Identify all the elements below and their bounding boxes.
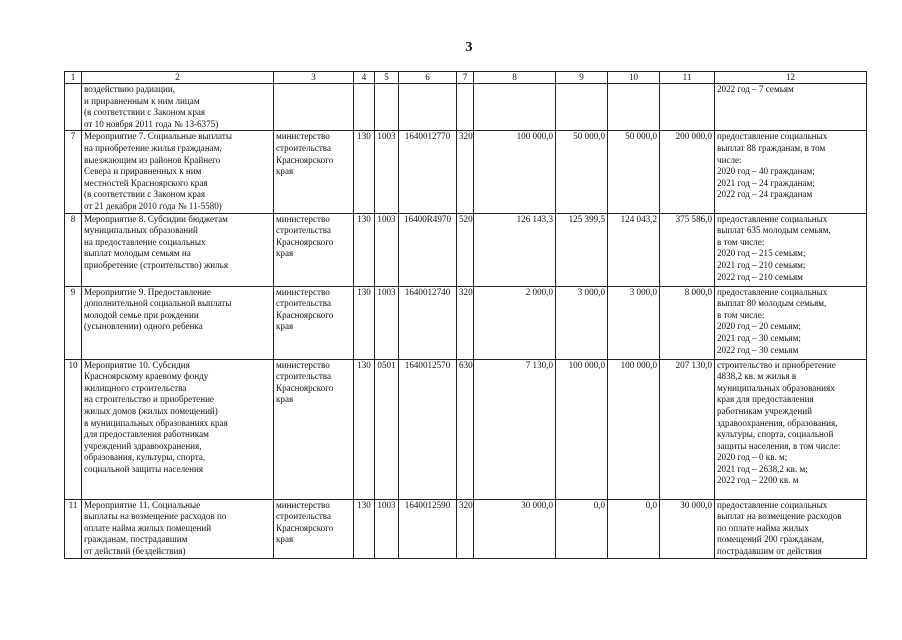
result-line: 2020 год – 20 семьям; [717,321,801,332]
name-line: жилищного строительства [84,382,187,393]
amount-2021-cell: 50 000,0 [556,131,608,213]
grbs-code-cell: 130 [354,286,375,359]
grbs-code-cell [354,84,375,131]
expected-result-cell [715,84,867,131]
amount-2022-cell [608,84,660,131]
result-line: предоставление социальных [717,213,828,224]
ministry-line: края [276,534,294,545]
row-number-cell: 7 [65,131,82,213]
column-number-cell: 4 [354,72,375,84]
section-code-cell: 1003 [375,131,399,213]
measure-name-cell [82,131,274,213]
name-line: молодой семье при рождении [84,309,199,320]
ministry-cell [274,213,354,286]
expected-result-cell [715,213,867,286]
name-line: (усыновлении) одного ребенка [84,321,203,332]
name-line: (в соответствии с Законом края [84,189,206,200]
column-number-cell: 12 [715,72,867,84]
table-row [65,286,867,359]
amount-total-cell: 30 000,0 [660,499,715,558]
result-line: помещений 200 гражданам, [717,534,825,545]
measure-name-cell [82,213,274,286]
result-line: защиты населения, в том числе: [717,440,841,451]
ministry-line: строительства [276,511,331,522]
section-code-cell: 0501 [375,359,399,499]
name-line: от 10 ноября 2011 года № 13-6375) [84,118,219,129]
name-line: учреждений здравоохранения, [84,440,202,451]
ministry-line: Красноярского [276,522,334,533]
name-line: от действий (бездействия) [84,545,186,556]
name-line: Мероприятие 9. Предоставление [84,286,211,297]
expected-result-cell [715,499,867,558]
result-line: 2021 год – 24 гражданам; [717,177,815,188]
target-article-cell: 1640012570 [399,359,457,499]
amount-2021-cell: 0,0 [556,499,608,558]
result-line: 2020 год – 0 кв. м; [717,452,788,463]
result-line: 2021 год – 2638,2 кв. м; [717,463,808,474]
column-number-cell: 2 [82,72,274,84]
result-line: числе: [717,154,742,165]
result-line: в том числе: [717,236,765,247]
column-number-cell: 11 [660,72,715,84]
measure-name-cell [82,84,274,131]
expected-result-cell [715,286,867,359]
ministry-line: Красноярского [276,382,334,393]
expense-type-cell: 320 [457,499,474,558]
result-line: здравоохранения, образования, [717,417,838,428]
result-line: 2022 год – 7 семьям [717,84,794,94]
name-line: воздействию радиации, [84,84,175,94]
name-line: для предоставления работникам [84,429,209,440]
ministry-line: строительства [276,298,331,309]
ministry-cell [274,286,354,359]
name-line: на строительство и приобретение [84,394,214,405]
amount-2020-cell: 7 130,0 [474,359,556,499]
column-number-cell: 9 [556,72,608,84]
result-line: по оплате найма жилых [717,522,809,533]
table-row [65,131,867,213]
name-line: приобретение (строительство) жилья [84,259,229,270]
ministry-cell [274,499,354,558]
expense-type-cell [457,84,474,131]
ministry-line: министерство [276,286,330,297]
section-code-cell [375,84,399,131]
expense-type-cell: 320 [457,286,474,359]
result-line: предоставление социальных [717,286,828,297]
name-line: выплаты на возмещение расходов по [84,511,227,522]
result-line: работникам учреждений [717,405,812,416]
amount-2020-cell: 30 000,0 [474,499,556,558]
result-line: выплат на возмещение расходов [717,511,842,522]
target-article-cell: 1640012590 [399,499,457,558]
amount-2021-cell: 125 399,5 [556,213,608,286]
ministry-line: края [276,394,294,405]
amount-2020-cell [474,84,556,131]
expected-result-cell [715,131,867,213]
name-line: местностей Красноярского края [84,177,208,188]
amount-2022-cell: 100 000,0 [608,359,660,499]
result-line: выплат 88 гражданам, в том [717,142,826,153]
name-line: на предоставление социальных [84,236,206,247]
result-line: предоставление социальных [717,499,828,510]
amount-2021-cell: 3 000,0 [556,286,608,359]
ministry-line: министерство [276,131,330,142]
ministry-cell [274,359,354,499]
amount-total-cell: 375 586,0 [660,213,715,286]
column-number-cell: 5 [375,72,399,84]
table-row [65,359,867,499]
measure-name-cell [82,359,274,499]
ministry-line: Красноярского [276,154,334,165]
target-article-cell: 16400R4970 [399,213,457,286]
name-line: Севера и приравненных к ним [84,166,202,177]
measure-name-cell [82,286,274,359]
row-number-cell: 10 [65,359,82,499]
target-article-cell: 1640012770 [399,131,457,213]
grbs-code-cell: 130 [354,499,375,558]
amount-total-cell [660,84,715,131]
ministry-cell [274,84,354,131]
name-line: выплат молодым семьям на [84,248,191,259]
name-line: Мероприятие 10. Субсидия [84,359,190,370]
result-line: 2021 год – 30 семьям; [717,332,801,343]
result-line: 2022 год – 210 семьям [717,271,803,282]
grbs-code-cell: 130 [354,131,375,213]
result-line: культуры, спорта, социальной [717,429,834,440]
result-line: 2022 год – 2200 кв. м [717,475,799,486]
amount-2022-cell: 3 000,0 [608,286,660,359]
name-line: муниципальных образований [84,225,198,236]
name-line: образования, культуры, спорта, [84,452,206,463]
ministry-line: края [276,248,294,259]
result-line: 4838,2 кв. м жилья в [717,371,797,382]
ministry-line: строительства [276,142,331,153]
name-line: Мероприятие 7. Социальные выплаты [84,131,232,142]
name-line: Красноярскому краевому фонду [84,371,209,382]
amount-2021-cell: 100 000,0 [556,359,608,499]
table-row [65,84,867,131]
section-code-cell: 1003 [375,213,399,286]
result-line: предоставление социальных [717,131,828,142]
result-line: 2020 год – 215 семьям; [717,248,806,259]
name-line: (в соответствии с Законом края [84,107,206,118]
result-line: края для предоставления [717,394,814,405]
expense-type-cell: 630 [457,359,474,499]
column-number-cell: 7 [457,72,474,84]
row-number-cell: 9 [65,286,82,359]
table-row [65,499,867,558]
amount-total-cell: 8 000,0 [660,286,715,359]
grbs-code-cell: 130 [354,213,375,286]
result-line: выплат 80 молодым семьям, [717,298,827,309]
result-line: пострадавшим от действия [717,545,822,556]
ministry-line: министерство [276,213,330,224]
expense-type-cell: 520 [457,213,474,286]
measure-name-cell [82,499,274,558]
amount-total-cell: 200 000,0 [660,131,715,213]
grbs-code-cell: 130 [354,359,375,499]
name-line: в муниципальных образованиях края [84,417,228,428]
amount-2022-cell: 124 043,2 [608,213,660,286]
target-article-cell [399,84,457,131]
ministry-line: строительства [276,225,331,236]
result-line: 2021 год – 210 семьям; [717,259,806,270]
name-line: от 21 декабря 2010 года № 11-5580) [84,200,222,211]
ministry-line: министерство [276,499,330,510]
ministry-line: министерство [276,359,330,370]
name-line: на приобретение жилья гражданам, [84,142,222,153]
amount-2020-cell: 126 143,3 [474,213,556,286]
amount-2020-cell: 2 000,0 [474,286,556,359]
name-line: оплате найма жилых помещений [84,522,212,533]
amount-total-cell: 207 130,0 [660,359,715,499]
program-table [64,71,867,559]
column-number-cell: 1 [65,72,82,84]
name-line: выезжающим из районов Крайнего [84,154,221,165]
section-code-cell: 1003 [375,286,399,359]
expense-type-cell: 320 [457,131,474,213]
ministry-line: Красноярского [276,236,334,247]
amount-2022-cell: 0,0 [608,499,660,558]
result-line: муниципальных образованиях [717,382,835,393]
target-article-cell: 1640012740 [399,286,457,359]
amount-2022-cell: 50 000,0 [608,131,660,213]
result-line: строительство и приобретение [717,359,836,370]
ministry-line: края [276,321,294,332]
ministry-cell [274,131,354,213]
name-line: жилых домов (жилых помещений) [84,405,218,416]
name-line: и приравненным к ним лицам [84,95,200,106]
ministry-line: Красноярского [276,309,334,320]
ministry-line: края [276,166,294,177]
name-line: Мероприятие 11. Социальные [84,499,201,510]
row-number-cell [65,84,82,131]
result-line: 2022 год – 24 гражданам [717,189,813,200]
result-line: 2020 год – 40 гражданам; [717,166,815,177]
result-line: в том числе: [717,309,765,320]
name-line: гражданам, пострадавшим [84,534,188,545]
section-code-cell: 1003 [375,499,399,558]
expected-result-cell [715,359,867,499]
amount-2021-cell [556,84,608,131]
name-line: социальной защиты населения [84,463,204,474]
column-number-cell: 6 [399,72,457,84]
amount-2020-cell: 100 000,0 [474,131,556,213]
result-line: 2022 год – 30 семьям [717,344,799,355]
name-line: дополнительной социальной выплаты [84,298,232,309]
ministry-line: строительства [276,371,331,382]
table-row [65,213,867,286]
column-number-cell: 8 [474,72,556,84]
page-number: 3 [465,40,473,55]
column-number-row [65,72,867,84]
name-line: Мероприятие 8. Субсидии бюджетам [84,213,228,224]
column-number-cell: 10 [608,72,660,84]
row-number-cell: 8 [65,213,82,286]
column-number-cell: 3 [274,72,354,84]
result-line: выплат 635 молодым семьям, [717,225,831,236]
row-number-cell: 11 [65,499,82,558]
